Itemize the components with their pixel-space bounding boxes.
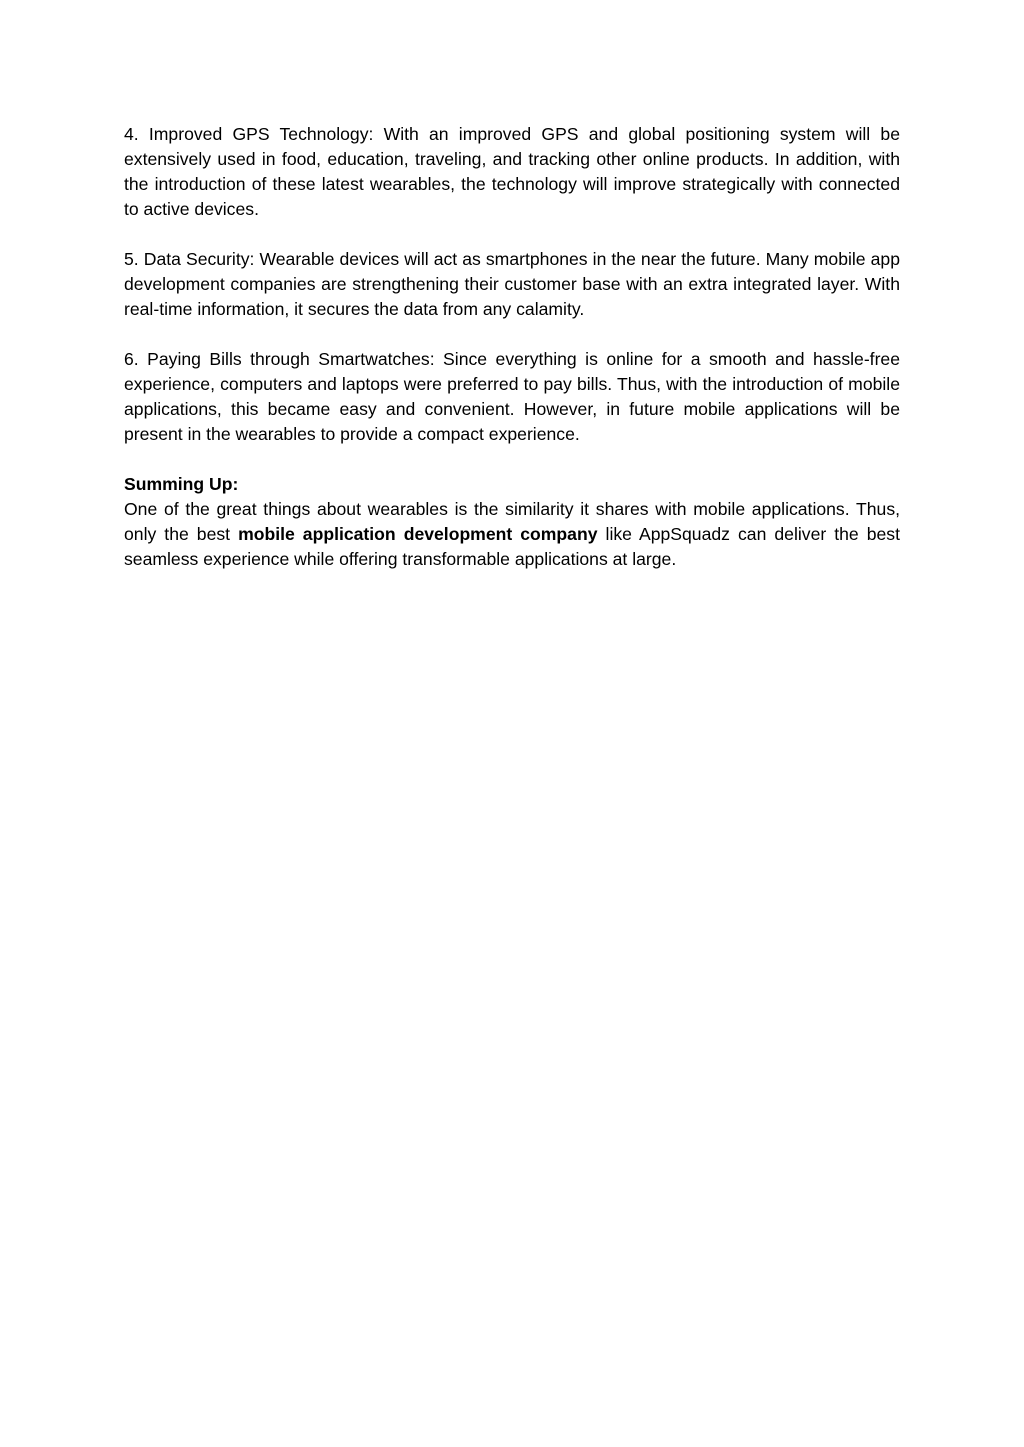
summary-bold-link-text: mobile application development company	[238, 524, 598, 544]
paragraph-gps-technology: 4. Improved GPS Technology: With an improved GPS and global positioning system will be extensively used in food, education, traveling, and tracking other online products. In addition, with the introduction of these latest wearables, the technology will improve strategically with connected to active devices.	[124, 124, 900, 219]
paragraph-data-security: 5. Data Security: Wearable devices will act as smartphones in the near the future. Many mobile app development companies are strengthening their customer base with an extra integrated layer. With real-time information, it secures the data from any calamity.	[124, 249, 900, 319]
summary-heading: Summing Up:	[124, 474, 239, 494]
document-page	[124, 122, 900, 572]
summary-text-before: One of the great things about wearables is the similarity it shares with mobile applications. Thus, only the best	[124, 499, 900, 544]
paragraph-paying-bills: 6. Paying Bills through Smartwatches: Since everything is online for a smooth and hassle-free experience, computers and laptops were preferred to pay bills. Thus, with the introduction of mobile applications, this became easy and convenient. However, in future mobile applications will be present in the wearables to provide a compact experience.	[124, 349, 900, 444]
summary-text-after: like AppSquadz can deliver the best seamless experience while offering transformable applications at large.	[124, 524, 900, 569]
summary-paragraph	[124, 497, 900, 572]
